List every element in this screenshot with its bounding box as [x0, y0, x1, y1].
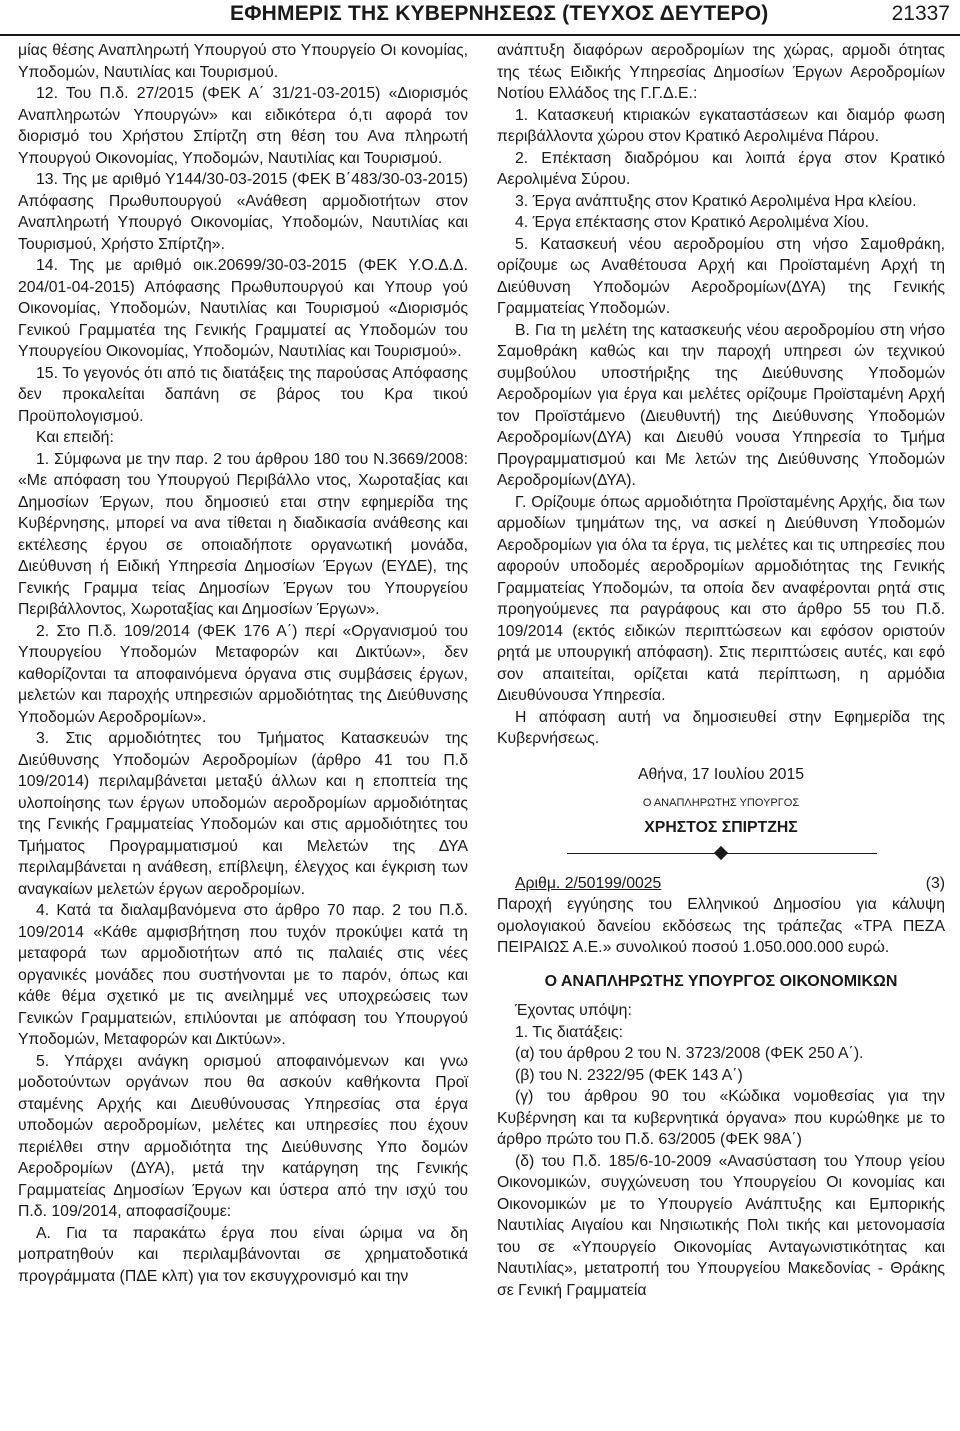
- left-paragraph: 1. Σύμφωνα με την παρ. 2 του άρθρου 180 του Ν.3669/2008: «Με απόφαση του Υπουργού Περιβάλλο ντος, Χωροταξίας και Δημοσίων Έργων, που δημοσιεύ εται στην εφημερίδα της Κυβέρνησης, μπορεί να ανα τίθεται η διαδικασία ανάθεσης και εκτέλεσης έργου σε οποιαδήποτε οργανωτική μονάδα, Διεύθυνση ή Ειδική Υπηρεσία Δημοσίων Έργων (ΕΥΔΕ), της Γενικής Γραμμα τείας Δημοσίων Έργων του Υπουργείου Περιβάλλοντος, Χωροταξίας και Δημοσίων Έργων».: [18, 450, 468, 618]
- page-header: [0, 0, 960, 36]
- signature-date: Αθήνα, 17 Ιουλίου 2015: [637, 765, 805, 783]
- page-number: 21337: [891, 2, 950, 25]
- right-paragraph: Έχοντας υπόψη:: [515, 1002, 632, 1019]
- left-paragraph: 2. Στο Π.δ. 109/2014 (ΦΕΚ 176 Α΄) περί «Οργανισμού του Υπουργείου Υποδομών Μεταφορών και Δικτύων», δεν καθορίζονται τα αποφαινόμενα όργανα στις συμβάσεις έργων, μελετών και παροχής υπηρεσιών αρμοδιότητας της Διεύθυνσης Υποδομών Αεροδρομίων».: [18, 622, 468, 726]
- right-column: [497, 40, 945, 1301]
- right-paragraph: 1. Κατασκευή κτιριακών εγκαταστάσεων και διαμόρ φωση περιβάλλοντα χώρου στον Κρατικό Αερολιμένα Πάρου.: [497, 106, 945, 145]
- left-paragraph: μίας θέσης Αναπληρωτή Υπουργού στο Υπουργείο Οι κονομίας, Υποδομών, Ναυτιλίας και Τουρισμού.: [18, 42, 468, 81]
- left-paragraph: 14. Της με αριθμό οικ.20699/30-03-2015 (ΦΕΚ Υ.Ο.Δ.Δ. 204/01-04-2015) Απόφασης Πρωθυπουργού και Υπουρ γού Οικονομίας, Υποδομών, Ναυτιλίας και Τουρισμού «Διορισμός Γενικού Γραμματέα της Γενικής Γραμματεί ας Υποδομών του Υπουργείου Οικονομίας, Υποδομών, Ναυτιλίας και Τουρισμού».: [18, 257, 468, 360]
- right-paragraph: (β) του Ν. 2322/95 (ΦΕΚ 143 Α΄): [515, 1066, 743, 1084]
- right-paragraph: Η απόφαση αυτή να δημοσιευθεί στην Εφημερίδα της Κυβερνήσεως.: [497, 708, 945, 747]
- left-paragraph: 5. Υπάρχει ανάγκη ορισμού αποφαινόμενων και γνω μοδοτούντων οργάνων που θα ασκούν καθήκοντα Προϊ σταμένης Αρχής και Διευθύνουσας Υπηρεσίας στα έργα υποδομών αεροδρομίων, μελέτες και υπηρεσίες που έχουν περιέλθει στην αρμοδιότητα της Διεύθυνσης Υπο δομών Αεροδρομίων (ΔΥΑ), μετά την κατάργηση της Γενικής Γραμματείας Δημοσίων Έργων και ύστερα από την ισχύ του Π.δ. 109/2014, αποφασίζουμε:: [18, 1052, 468, 1220]
- decision-index: (3): [925, 874, 945, 892]
- decision-number: Αριθμ. 2/50199/0025: [515, 874, 662, 892]
- signer-title: Ο ΑΝΑΠΛΗΡΩΤΗΣ ΥΠΟΥΡΓΟΣ: [642, 797, 800, 809]
- left-paragraph: 15. Το γεγονός ότι από τις διατάξεις της παρούσας Απόφασης δεν προκαλείται δαπάνη σε βάρος του Κρα τικού Προϋπολογισμού.: [18, 364, 468, 425]
- right-paragraph: (δ) του Π.δ. 185/6-10-2009 «Ανασύσταση του Υπουρ γείου Οικονομικών, συγχώνευση του Υπουργείου Οι κονομίας και Οικονομικών με το Υπουργείο Ανάπτυξης και Εμπορικής Ναυτιλίας Αιγαίου και Νησιωτικής Πολι τικής και μετονομασία του σε «Υπουργείο Οικονομίας Ανταγωνιστικότητας και Ναυτιλίας», μετατροπή του Υπουργείου Μακεδονίας - Θράκης σε Γενική Γραμματεία: [497, 1152, 945, 1299]
- right-paragraph: Γ. Ορίζουμε όπως αρμοδιότητα Προϊσταμένης Αρχής, δια των αρμοδίων τμημάτων της, να ασκεί η Διεύθυνση Υποδομών Αεροδρομίων για όλα τα έργα, τις μελέτες και τις υπηρεσίες που αφορούν υποδομές αεροδρομίων αρμοδιότητας της Γενικής Γραμματείας Υποδομών, τα οποία δεν αναφέρονται ρητά στις προηγούμενες πα ραγράφους και στο άρθρο 55 του Π.δ. 109/2014 (εκτός ειδικών περιπτώσεων και εφόσον οριστούν ρητά με υπουργική απόφαση). Στις περιπτώσεις αυτές, και εφό σον απαιτείται, ορίζεται κατά περίπτωση, η αρμόδια Διευθύνουσα Υπηρεσία.: [497, 493, 945, 704]
- left-column: [18, 40, 468, 1287]
- right-paragraph: (γ) του άρθρου 90 του «Κώδικα νομοθεσίας για την Κυβέρνηση και τα κυβερνητικά όργανα» που κυρώθηκε με το άρθρο πρώτο του Π.δ. 63/2005 (ΦΕΚ 98Α΄): [497, 1088, 945, 1148]
- section-divider: [497, 843, 945, 865]
- left-paragraph: 4. Κατά τα διαλαμβανόμενα στο άρθρο 70 παρ. 2 του Π.δ. 109/2014 «Κάθε αμφισβήτηση που τυχόν προκύψει κατά τη μεταφορά των αρμοδιοτήτων από τις παλαιές στις νέες οργανικές μονάδες που συστήνονται με το παρόν, όπως και κάθε θέμα σχετικό με τις ανειλημμέ νες υποχρεώσεις των Γενικών Γραμματειών, επιλύονται με απόφαση του Υπουργού Υποδομών, Μεταφορών και Δικτύων».: [18, 902, 468, 1048]
- right-paragraph: 1. Τις διατάξεις:: [515, 1023, 624, 1041]
- right-paragraph: 4. Έργα επέκτασης στον Κρατικό Αερολιμένα Χίου.: [515, 214, 870, 231]
- right-paragraph: (α) του άρθρου 2 του Ν. 3723/2008 (ΦΕΚ 250 Α΄).: [515, 1045, 864, 1062]
- left-paragraph: Και επειδή:: [36, 429, 114, 446]
- left-paragraph: 12. Του Π.δ. 27/2015 (ΦΕΚ Α΄ 31/21-03-2015) «Διορισμός Αναπληρωτών Υπουργών» και ειδικότερα ό,τι αφορά τον διορισμό του Χρήστου Σπίρτζη στη θέση του Ανα πληρωτή Υπουργού Οικονομίας, Υποδομών, Ναυτιλίας και Τουρισμού.: [18, 85, 468, 167]
- right-paragraph: Β. Για τη μελέτη της κατασκευής νέου αεροδρομίου στη νήσο Σαμοθράκη καθώς και την παροχή υπηρεσι ών τεχνικού συμβούλου υποστήριξης της Διεύθυνσης Υποδομών Αεροδρομίων για έργα και μελέτες ορίζουμε Προϊσταμένη Αρχή τον Προϊστάμενο (Διευθυντή) της Διεύθυνσης Υποδομών Αεροδρομίων(ΔΥΑ) και Διευθύ νουσα Υπηρεσία το Τμήμα Προγραμματισμού και Με λετών της Διεύθυνσης Υποδομών Αεροδρομίων(ΔΥΑ).: [497, 321, 945, 489]
- left-paragraph: 13. Της με αριθμό Υ144/30-03-2015 (ΦΕΚ Β΄483/30-03-2015) Απόφασης Πρωθυπουργού «Ανάθεση αρμοδιοτήτων στον Αναπληρωτή Υπουργό Οικονομίας, Υποδομών, Ναυτιλίας και Τουρισμού, Χρήστο Σπίρτζη».: [18, 171, 468, 253]
- left-paragraph: Α. Για τα παρακάτω έργα που είναι ώριμα να δη μοπρατηθούν και περιλαμβάνονται σε χρηματοδοτικά προγράμματα (ΠΔΕ κλπ) για τον εκσυγχρονισμό και την: [18, 1224, 468, 1285]
- decision-number-row: [497, 873, 945, 895]
- gazette-title: ΕΦΗΜΕΡΙΣ ΤΗΣ ΚΥΒΕΡΝΗΣΕΩΣ (ΤΕΥΧΟΣ ΔΕΥΤΕΡΟ): [230, 2, 769, 25]
- diamond-icon: [714, 845, 728, 859]
- right-paragraph: 2. Επέκταση διαδρόμου και λοιπά έργα στον Κρατικό Αερολιμένα Σύρου.: [497, 149, 945, 188]
- signer-name: ΧΡΗΣΤΟΣ ΣΠΙΡΤΖΗΣ: [644, 819, 798, 836]
- decision-title: Παροχή εγγύησης του Ελληνικού Δημοσίου για κάλυψη ομολογιακού δανείου εκδόσεως της τράπεζας «ΤΡΑ ΠΕΖΑ ΠΕΙΡΑΙΩΣ Α.Ε.» συνολικού ποσού 1.050.000.000 ευρώ.: [497, 896, 945, 956]
- right-paragraph: ανάπτυξη διαφόρων αεροδρομίων της χώρας, αρμοδι ότητας της τέως Ειδικής Υπηρεσίας Δημοσίων Έργων Αεροδρομίων Νοτίου Ελλάδος της Γ.Γ.Δ.Ε.:: [497, 42, 945, 102]
- left-paragraph: 3. Στις αρμοδιότητες του Τμήματος Κατασκευών της Διεύθυνσης Υποδομών Αεροδρομίων (άρθρο 41 του Π.δ 109/2014) περιλαμβάνεται μεταξύ άλλων και η εποπτεία της υλοποίησης των έργων υποδομών αεροδρομίων αρμοδιότητας της Γενικής Γραμματείας Υποδομών και στις αρμοδιότητες του Τμήματος Προγραμματισμού και Μελετών της ΔΥΑ περιλαμβάνεται η ανάθεση, επίβλεψη, έλεγχος και έγκριση των αναγκαίων μελετών έργων αεροδρομίων.: [18, 730, 468, 898]
- minister-heading: Ο ΑΝΑΠΛΗΡΩΤΗΣ ΥΠΟΥΡΓΟΣ ΟΙΚΟΝΟΜΙΚΩΝ: [544, 972, 898, 990]
- right-paragraph: 3. Έργα ανάπτυξης στον Κρατικό Αερολιμένα Ηρα κλείου.: [515, 192, 917, 210]
- right-paragraph: 5. Κατασκευή νέου αεροδρομίου στη νήσο Σαμοθράκη, ορίζουμε ως Αναθέτουσα Αρχή και Προϊσταμένη Αρχή τη Διεύθυνση Υποδομών Αεροδρομίων(ΔΥΑ) της Γενικής Γραμματείας Υποδομών.: [497, 235, 945, 317]
